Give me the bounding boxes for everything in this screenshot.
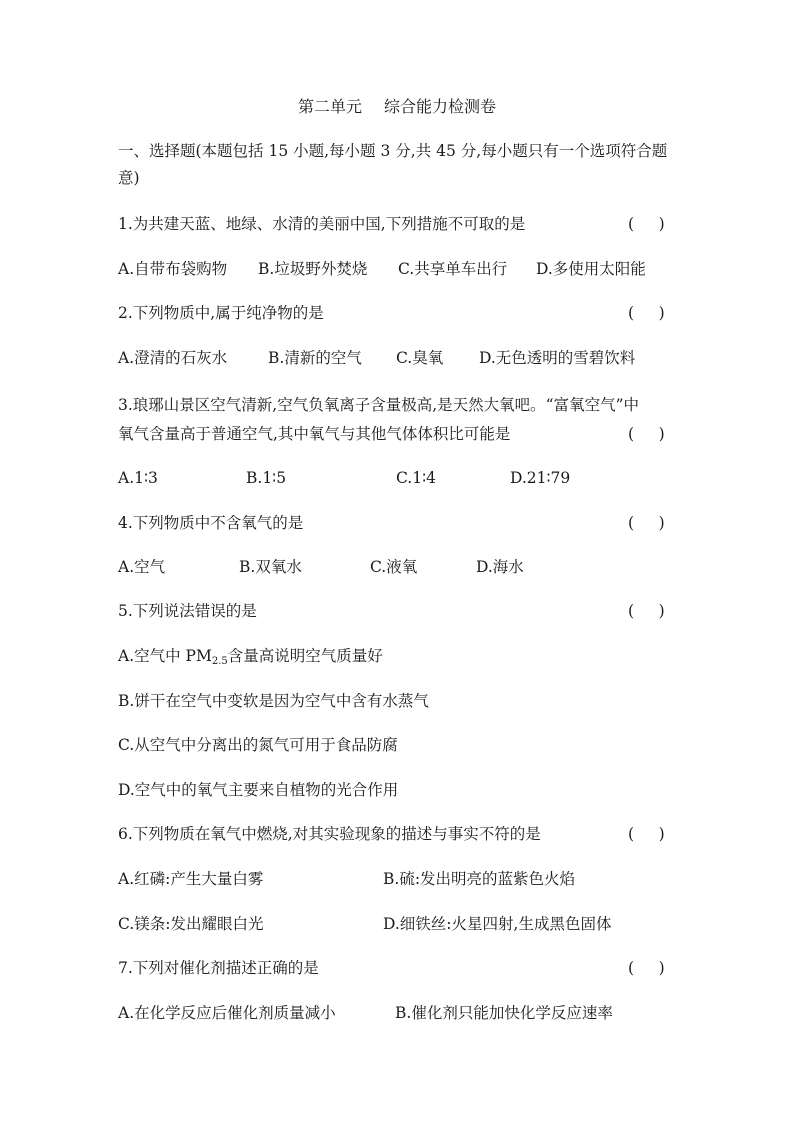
question-6-answer-blank: ( ) — [628, 825, 665, 843]
question-6-option-d: D.细铁丝:火星四射,生成黑色固体 — [383, 915, 612, 933]
question-5-option-c: C.从空气中分离出的氮气可用于食品防腐 — [118, 736, 398, 754]
question-5-option-a-subscript: 2.5 — [211, 656, 228, 667]
question-6-stem: 6.下列物质在氧气中燃烧,对其实验现象的描述与事实不符的是 — [118, 825, 541, 843]
question-3-stem-line2: 氧气含量高于普通空气,其中氧气与其他气体体积比可能是 — [118, 425, 511, 443]
question-4-option-b: B.双氧水 — [239, 558, 302, 576]
question-2-option-d: D.无色透明的雪碧饮料 — [479, 349, 636, 367]
question-2-option-b: B.清新的空气 — [268, 349, 362, 367]
question-5-stem: 5.下列说法错误的是 — [118, 602, 257, 620]
question-3-option-b: B.1∶5 — [246, 469, 287, 487]
question-1-option-d: D.多使用太阳能 — [536, 260, 646, 278]
question-4-option-c: C.液氧 — [370, 558, 418, 576]
question-4-stem: 4.下列物质中不含氧气的是 — [118, 514, 304, 532]
question-5-answer-blank: ( ) — [628, 602, 665, 620]
title-unit: 第二单元 — [297, 97, 362, 116]
section-heading-line1: 一、选择题(本题包括 15 小题,每小题 3 分,共 45 分,每小题只有一个选项符合题 — [118, 142, 668, 160]
question-2-option-a: A.澄清的石灰水 — [118, 349, 228, 367]
page-title — [0, 96, 794, 118]
question-1-option-b: B.垃圾野外焚烧 — [258, 260, 368, 278]
question-3-answer-blank: ( ) — [628, 425, 665, 443]
question-6-option-a: A.红磷:产生大量白雾 — [118, 870, 264, 888]
question-5-option-b: B.饼干在空气中变软是因为空气中含有水蒸气 — [118, 692, 429, 710]
question-6-option-b: B.硫:发出明亮的蓝紫色火焰 — [383, 870, 576, 888]
question-2-answer-blank: ( ) — [628, 304, 665, 322]
question-7-option-a: A.在化学反应后催化剂质量减小 — [118, 1004, 336, 1022]
question-1-stem: 1.为共建天蓝、地绿、水清的美丽中国,下列措施不可取的是 — [118, 215, 526, 233]
question-5-option-a — [118, 645, 383, 667]
title-name: 综合能力检测卷 — [384, 97, 497, 116]
question-4-option-a: A.空气 — [118, 558, 166, 576]
question-7-option-b: B.催化剂只能加快化学反应速率 — [395, 1004, 613, 1022]
question-7-answer-blank: ( ) — [628, 959, 665, 977]
question-2-option-c: C.臭氧 — [396, 349, 444, 367]
question-3-option-d: D.21∶79 — [510, 469, 571, 487]
question-3-option-c: C.1∶4 — [396, 469, 436, 487]
question-4-answer-blank: ( ) — [628, 514, 665, 532]
question-3-stem-line1: 3.琅琊山景区空气清新,空气负氧离子含量极高,是天然大氧吧。“富氧空气”中 — [118, 396, 639, 414]
question-1-option-c: C.共享单车出行 — [398, 260, 508, 278]
question-2-stem: 2.下列物质中,属于纯净物的是 — [118, 304, 324, 322]
section-heading-line2: 意) — [118, 169, 140, 187]
question-7-stem: 7.下列对催化剂描述正确的是 — [118, 959, 319, 977]
question-4-option-d: D.海水 — [476, 558, 524, 576]
question-5-option-a-prefix: A.空气中 PM — [118, 647, 212, 665]
question-1-answer-blank: ( ) — [628, 215, 665, 233]
question-5-option-d: D.空气中的氧气主要来自植物的光合作用 — [118, 781, 399, 799]
question-5-option-a-suffix: 含量高说明空气质量好 — [227, 647, 383, 665]
question-3-option-a: A.1∶3 — [118, 469, 158, 487]
question-1-option-a: A.自带布袋购物 — [118, 260, 228, 278]
question-6-option-c: C.镁条:发出耀眼白光 — [118, 915, 264, 933]
